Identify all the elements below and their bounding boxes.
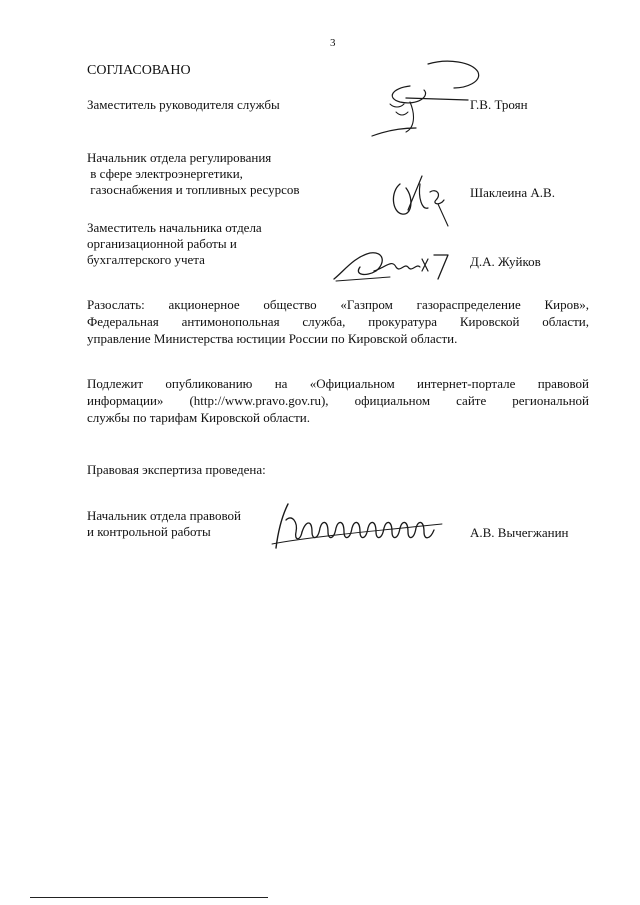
legal-signer-name: А.В. Вычегжанин: [470, 525, 569, 540]
distribution-paragraph: Разослать: акционерное общество «Газпром газораспределение Киров», Федеральная антимонопольная служба, прокуратура Кировской области, управление Министерства юстиции России по Кировской области.: [87, 297, 589, 346]
signature-vychegzhanin: [262, 502, 452, 552]
approver-3-position: Заместитель начальника отдела организационной работы и бухгалтерского учета: [87, 220, 262, 267]
signature-shakleina: [388, 170, 458, 230]
legal-signer-position: Начальник отдела правовой и контрольной работы: [87, 508, 241, 539]
approver-1-position: Заместитель руководителя службы: [87, 97, 280, 112]
publication-paragraph: Подлежит опубликованию на «Официальном интернет-портале правовой информации» (http://www.pravo.gov.ru), официальном сайте региональной службы по тарифам Кировской области.: [87, 376, 589, 425]
approver-1-name: Г.В. Троян: [470, 97, 528, 112]
signature-zhuykov: [330, 245, 460, 285]
legal-review-note: Правовая экспертиза проведена:: [87, 462, 266, 477]
footer-rule: [30, 897, 268, 898]
signature-troyan: [370, 58, 490, 148]
page-number: 3: [330, 37, 336, 49]
approver-3-name: Д.А. Жуйков: [470, 254, 541, 269]
approver-2-position: Начальник отдела регулирования в сфере электроэнергетики, газоснабжения и топливных ресурсов: [87, 150, 300, 197]
approval-heading: СОГЛАСОВАНО: [87, 63, 191, 78]
approver-2-name: Шаклеина А.В.: [470, 185, 555, 200]
